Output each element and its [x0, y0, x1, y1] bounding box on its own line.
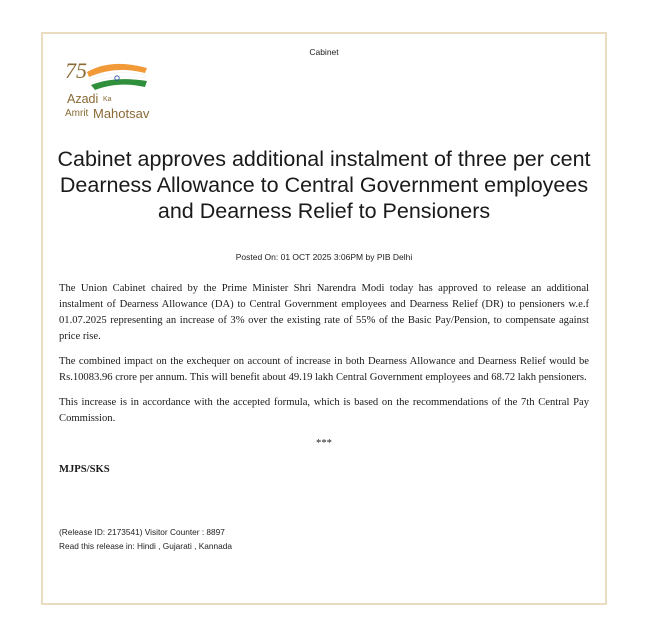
- ministry-name: Cabinet: [309, 47, 339, 57]
- flag-green-stripe: [91, 79, 147, 90]
- logo-ka: Ka: [103, 96, 112, 103]
- logo-azadi: Azadi: [67, 92, 99, 106]
- languages-label: Read this release in:: [59, 541, 135, 551]
- language-links: [59, 539, 232, 553]
- paragraph: This increase is in accordance with the accepted formula, which is based on the recommendations of the 7th Central Pay Commission.: [59, 397, 589, 424]
- azadi-ka-amrit-mahotsav-logo: [65, 58, 175, 126]
- logo-number: 75: [65, 58, 87, 83]
- separator: ***: [316, 438, 332, 449]
- signature: MJPS/SKS: [59, 464, 110, 475]
- release-title: Cabinet approves additional instalment of three per cent Dearness Allowance to Central Government employees and Dearness Relief to Pensioners: [57, 147, 591, 223]
- logo-mahotsav: Mahotsav: [93, 106, 150, 121]
- language-list[interactable]: Hindi , Gujarati , Kannada: [136, 541, 232, 551]
- release-meta: [59, 525, 232, 553]
- paragraph: The combined impact on the exchequer on account of increase in both Dearness Allowance and Dearness Relief would be Rs.10083.96 crore per annum. This will benefit about 49.19 lakh Central Government employees and 68.72 lakh pensioners.: [59, 356, 589, 383]
- posted-date: Posted On: 01 OCT 2025 3:06PM by PIB Delhi: [235, 252, 413, 262]
- release-id: (Release ID: 2173541) Visitor Counter : 8897: [59, 527, 225, 537]
- logo-amrit: Amrit: [65, 108, 89, 119]
- paragraph: The Union Cabinet chaired by the Prime Minister Shri Narendra Modi today has approved to release an additional instalment of Dearness Allowance (DA) to Central Government employees and Dearness Relief (DR) to pensioners w.e.f 01.07.2025 representing an increase of 3% over the existing rate of 55% of the Basic Pay/Pension, to compensate against price rise.: [59, 283, 589, 342]
- release-body: [59, 281, 589, 478]
- press-release-frame: [41, 32, 607, 605]
